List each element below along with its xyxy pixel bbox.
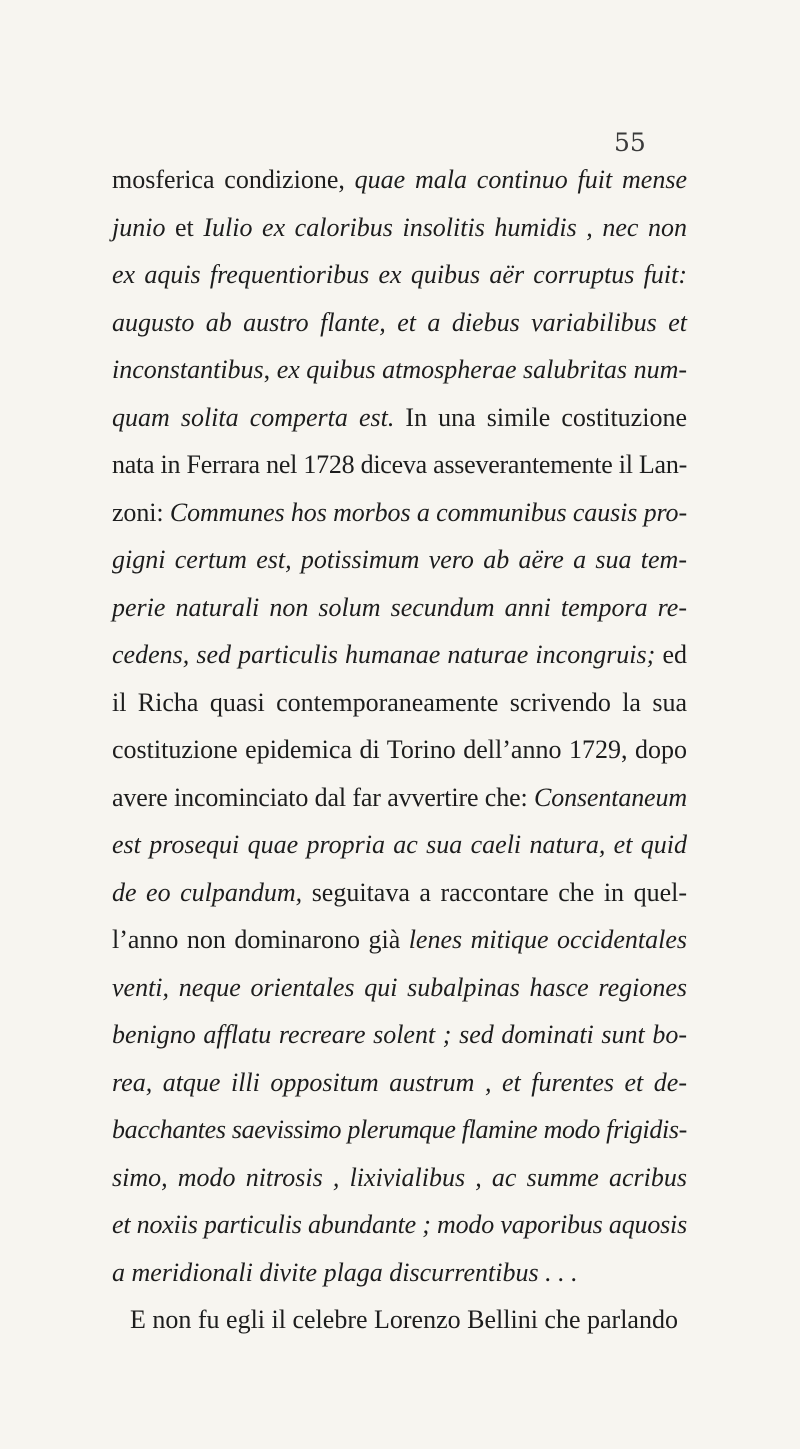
- italic-text-segment: bacchantes saevissimo plerumque flamine modo frigidis-: [112, 1115, 687, 1144]
- text-line: [112, 1249, 687, 1297]
- text-segment: et: [165, 212, 204, 242]
- text-line: [112, 1059, 687, 1107]
- text-line: [112, 821, 687, 869]
- text-segment: seguitava a raccontare che in quel-: [302, 877, 687, 907]
- italic-text-segment: ex aquis frequentioribus ex quibus aër corruptus fuit:: [112, 260, 687, 289]
- italic-text-segment: venti, neque orientales qui subalpinas hasce regiones: [112, 972, 687, 1002]
- text-line: [112, 774, 687, 822]
- text-segment: ed: [655, 640, 687, 669]
- italic-text-segment: et noxiis particulis abundante ; modo vaporibus aquosis: [112, 1210, 687, 1239]
- text-line: [112, 1154, 687, 1202]
- text-segment: In una simile costituzione: [394, 402, 687, 432]
- text-segment: mosferica condizione,: [112, 165, 355, 194]
- italic-text-segment: rea, atque illi oppositum austrum , et furentes et de-: [112, 1067, 687, 1097]
- text-line: [112, 964, 687, 1012]
- italic-text-segment: perie naturali non solum secundum anni tempora re-: [112, 592, 687, 622]
- text-line: [112, 1106, 687, 1154]
- text-line: [112, 679, 687, 727]
- italic-text-segment: est prosequi quae propria ac sua caeli natura, et quid: [112, 830, 687, 859]
- text-segment: l’anno non dominarono già: [112, 925, 409, 954]
- italic-text-segment: lenes mitique occidentales: [408, 925, 687, 954]
- italic-text-segment: Consentaneum: [533, 782, 687, 812]
- page-number: 55: [614, 128, 646, 157]
- italic-text-segment: benigno afflatu recreare solent ; sed dominati sunt bo-: [112, 1020, 687, 1049]
- text-line: [112, 1296, 687, 1344]
- italic-text-segment: Communes hos morbos a communibus causis pro-: [169, 497, 687, 527]
- italic-text-segment: junio: [112, 212, 166, 242]
- italic-text-segment: Iulio ex caloribus insolitis humidis , nec non: [203, 212, 688, 242]
- text-line: [112, 584, 687, 632]
- text-segment: il Richa quasi contemporaneamente scrivendo la sua: [112, 687, 687, 717]
- italic-text-segment: augusto ab austro flante, et a diebus variabilibus et: [112, 307, 687, 337]
- text-line: [112, 869, 687, 917]
- text-line: [112, 394, 687, 442]
- text-line: [112, 916, 687, 964]
- text-segment: nata in Ferrara nel 1728 diceva asseverantemente il Lan-: [112, 450, 688, 479]
- text-line: [112, 631, 687, 679]
- text-line: [112, 1201, 687, 1249]
- italic-text-segment: inconstantibus: [112, 355, 264, 384]
- body-text: [112, 156, 687, 1344]
- text-line: [112, 156, 687, 204]
- text-line: [112, 489, 687, 537]
- text-segment: costituzione epidemica di Torino dell’anno 1729, dopo: [112, 735, 687, 764]
- italic-text-segment: a meridionali divite plaga discurrentibus . . .: [112, 1257, 578, 1287]
- text-segment: avere incominciato dal far avvertire che:: [112, 782, 534, 812]
- italic-text-segment: ex quibus atmospherae salubritas num-: [276, 355, 688, 384]
- italic-text-segment: quam solita comperta est.: [112, 402, 395, 432]
- italic-text-segment: cedens, sed particulis humanae naturae incongruis;: [112, 640, 656, 669]
- italic-text-segment: simo, modo nitrosis , lixivialibus , ac summe acribus: [112, 1162, 687, 1192]
- text-line: [112, 299, 687, 347]
- text-line: [112, 1011, 687, 1059]
- text-segment: E non fu egli il celebre Lorenzo Bellini che parlando: [130, 1305, 678, 1334]
- italic-text-segment: de eo culpandum,: [112, 877, 303, 907]
- text-segment: zoni:: [112, 497, 170, 527]
- text-line: [112, 536, 687, 584]
- text-line: [112, 251, 687, 299]
- text-line: [112, 204, 687, 252]
- text-line: [112, 441, 687, 489]
- text-line: [112, 726, 687, 774]
- italic-text-segment: quae mala continuo fuit mense: [354, 165, 687, 194]
- italic-text-segment: gigni certum est, potissimum vero ab aëre a sua tem-: [112, 545, 687, 574]
- text-line: [112, 346, 687, 394]
- text-segment: ,: [263, 355, 277, 384]
